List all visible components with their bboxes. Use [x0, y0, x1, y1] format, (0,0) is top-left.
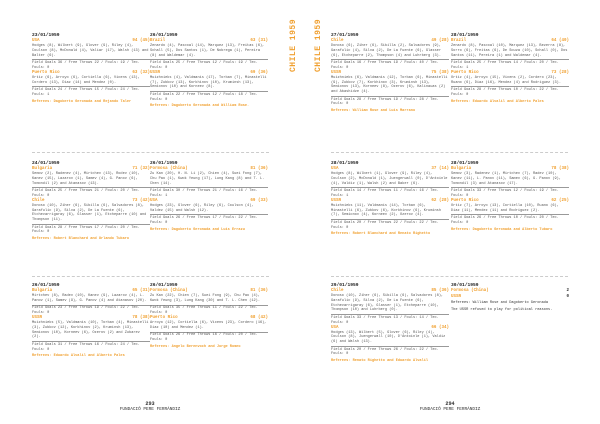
team-score: 73 (42) [132, 199, 150, 204]
player-roster: Arroyo (12), Cortiella (6), Vicens (23), Cordero (16), Diaz (10) and Mendez (1). [150, 321, 267, 330]
team-score: 65 (31) [132, 289, 150, 294]
team-score: 37 (14) [431, 167, 449, 172]
game-date: 30/01/1959 [451, 283, 479, 288]
team-name: USSR [32, 316, 43, 321]
row-separator [32, 276, 269, 277]
team-name: Formosa (China) [451, 289, 489, 294]
team-stats: Field Goals 14 / Free Throws 11 / Fouls: 16 / Tec. Fouls: 1 [331, 187, 449, 198]
team-stats: Field Goals 23 / Free Throws 19 / Fouls: 22 / Tec. Fouls: 0 [32, 305, 150, 316]
game-card [451, 284, 569, 313]
team-name: Bulgaria [451, 167, 472, 172]
team-score: 73 (28) [551, 71, 569, 76]
team-name: USA [32, 39, 40, 44]
team-score: 85 (36) [431, 289, 449, 294]
team-stats: Field Goals 33 / Free Throws 12 / Fouls: 19 / Tec. Fouls: 0 [451, 187, 569, 198]
team-stats: Field Goals 33 / Free Throws 13 / Fouls: 14 / Tec. Fouls: 0 [331, 314, 449, 325]
game-card [32, 34, 150, 104]
team-score: 66 (34) [431, 325, 449, 330]
team-name: Bulgaria [32, 167, 53, 172]
team-name: Puerto Rico [451, 71, 479, 76]
team-stats: Field Goals 20 / Free Throws 22 / Fouls: 22 / Tec. Fouls: 0 [331, 219, 449, 230]
referees: Referees: William Rose and Luis Marrano [331, 109, 416, 114]
team-score: 69 (36) [250, 71, 268, 76]
team-name: USA [150, 199, 158, 204]
team-score: 78 (38) [132, 316, 150, 321]
team-stats: Field Goals 25 / Free Throws 21 / Fouls: 20 / Tec. Fouls: 0 [32, 187, 150, 198]
team-score: 69 (33) [250, 199, 268, 204]
player-roster: Muizhnieks (4), Valdmanis (17), Torban (7), Minastelli (7), Zubkov (13), Korkhinov (10), Kruminsh (13), Semionov (10) and Korneev (8). [150, 75, 267, 90]
team-name: Puerto Rico [451, 199, 479, 204]
team-score: 62 (25) [551, 199, 569, 204]
player-roster: Muizhnieks (6), Valdmanis (12), Torban (6), Minastelli (9), Zubkov (7), Korkhinov (3), Kruminsh (13), Semionov (13), Korneev (8), Ozerov (6), Kalinauas (2) and Abashidze (4). [331, 75, 448, 95]
team-name: USA [331, 167, 339, 172]
team-name: Formosa (China) [150, 289, 188, 294]
team-score: 0 [566, 294, 569, 299]
team-score: 63 (32) [132, 71, 150, 76]
game-card [451, 162, 569, 232]
team-name: Brazil [451, 39, 467, 44]
referees: Referees: Dagoberto Geronada and William Rose. [150, 104, 250, 109]
game-card [32, 162, 150, 242]
game-card [150, 284, 268, 350]
referees: Referees: William Rose and Dagoberto Geronada [451, 301, 549, 306]
row-separator [331, 152, 568, 153]
team-stats: Field Goals 36 / Free Throws 22 / Fouls: 19 / Tec. Fouls: 0 [32, 59, 150, 70]
team-name: USSR [150, 71, 161, 76]
team-score: 81 (36) [250, 167, 268, 172]
team-stats: Field Goals 28 / Free Throws 19 / Fouls: 28 / Tec. Fouls: 0 [331, 96, 449, 107]
team-stats: Field Goals 25 / Free Throws 14 / Fouls: 20 / Tec. Fouls: 1 [451, 59, 569, 70]
player-roster: Ortiz (7), Arroyo (13), Cortiella (10), Ruano (6), Diaz (11), Mendez (11) and Rodriguez (2). [451, 203, 559, 213]
team-stats: Field Goals 25 / Free Throws 12 / Fouls: 19 / Tec. Fouls: 0 [150, 59, 268, 70]
referees: Referees: Renato Righetto and Eduardo Alvalil [331, 359, 429, 364]
player-roster: Muizhnieks (5), Valdmanis (10), Torban (4), Minastelli (3), Zubkov (12), Korkhinov (2), Kruminsh (13), Semionov (10), Korneev (6), Ozerov (2) and Zubarev (2). [32, 321, 149, 340]
player-roster: Donoso (6), Ziher (6), Sibilla (2), Salvadores (9), Garafulic (4), Silva (2), De La Fuente (6), Glasser (6), Etcheparre (2), Thompson (4) and Luhrberg (3). [331, 44, 441, 58]
page-number: 294 [445, 401, 455, 407]
referees: Referees: Dagoberto Geronada and Rejando Taler [32, 99, 132, 104]
referees: Referees: Dagoberto Geronada and Luis Errazu [150, 227, 245, 232]
team-score: 94 (45) [132, 39, 150, 44]
game-card [150, 34, 268, 109]
player-roster: Zenardo (8), Pascoal (10), Marquez (13), Bezerra (8), Sorro (6), Freitas (6), De Souza (10), Schall (0), Dos Santos (11), Pereira (1) and Waldemar (4). [451, 44, 568, 58]
game-date: 26/01/1959 [150, 33, 178, 38]
game-date: 26/01/1959 [32, 283, 60, 288]
game-card [331, 162, 449, 237]
referees: Referees: Eduardo Alvalil and Alberto Pales [32, 354, 125, 359]
team-score: 78 (38) [551, 167, 569, 172]
team-name: Puerto Rico [32, 71, 60, 76]
team-name: Bulgaria [32, 289, 53, 294]
team-line [451, 289, 569, 294]
player-roster: Hodges (13), Wilbert (5), Glover (6), Riley (4), Coulson (8), Juengerwall (10), D'Antoinle (1), Valdiz (6) and Walsh (13). [331, 330, 446, 345]
team-score: 62 (28) [431, 199, 449, 204]
game-date: 24/01/1959 [32, 161, 60, 166]
game-date: 27/01/1959 [331, 33, 359, 38]
row-separator [331, 276, 568, 277]
team-name: Chile [331, 39, 344, 44]
team-stats: Field Goals 24 / Free Throws 15 / Fouls: 24 / Tec. Fouls: 1 [32, 86, 150, 97]
player-roster: Muizhnieks (11), Valdmanis (14), Torban (6), Minastelli (6), Zubkov (6), Korkhinov (6), Kruminsh (7), Semionov (4), Korneev (2), Ozerov (4). [331, 203, 441, 218]
player-roster: Ortiz (4), Arroyo (15), Vicens (2), Cordero (23), Ruano (6), Diaz (16), Mendez (4) and Rodriguez (3). [451, 75, 561, 85]
team-stats: Field Goals 28 / Free Throws 17 / Fouls: 20 / Tec. Fouls: 0 [32, 224, 150, 235]
referees: Referees: Angelo Berenvoch and Jorge Romeo [150, 344, 241, 349]
player-roster: Zenardo (4), Pascoal (14), Marquez (13), Freitas (6), Schall (5), Dos Santos (1), De Nobrega (1), Pereira (8) and Waldemar (4). [150, 44, 265, 58]
team-name: USA [331, 325, 339, 330]
vertical-title: CHILE 1959 [314, 18, 323, 72]
team-line [451, 295, 569, 300]
team-score: 49 (28) [431, 39, 449, 44]
player-roster: Ortiz (6), Arroyo (6), Cortiella (6), Vicens (13), Cordero (13), Diaz (14) and Mendez (0). [32, 75, 140, 85]
game-date: 29/01/1959 [331, 283, 359, 288]
team-score: 2 [566, 289, 569, 294]
player-roster: Hodges (23), Glover (6), Riley (6), Coulson (4), Valdez (15) and Walsh (12). [150, 203, 254, 213]
team-stats: Field Goals 26 / Free Throws 16 / Fouls: 20 / Tec. Fouls: 0 [150, 332, 268, 343]
game-date: 28/01/1959 [451, 161, 479, 166]
game-card [331, 284, 449, 364]
player-roster: Zu Kan (20), H. N. Li (2), Chien (4), Suei Fong (7), Chu Pao (1), Kwok Yeung (17), Lung Kang (8) and T. L. Chen (14). [150, 172, 265, 186]
team-score: 68 (42) [250, 316, 268, 321]
team-name: USSR [331, 71, 342, 76]
game-date: 26/01/1959 [150, 161, 178, 166]
forfeit-note: The USSR refused to play for political reasons. [451, 308, 553, 313]
referees: Referees: Robert Blanchard and Renato Righetto [331, 232, 431, 237]
team-score: 63 (31) [250, 39, 268, 44]
game-date: 28/01/1959 [451, 33, 479, 38]
player-roster: Mirtchev (8), Radev (10), Kanev (9), Lazarov (4), L. Panov (1), Samev (9), G. Panov (4) and Atanasov (20). [32, 294, 147, 303]
team-score: 75 (38) [431, 71, 449, 76]
team-name: USSR [451, 294, 462, 299]
team-name: USSR [331, 199, 342, 204]
game-card [150, 162, 268, 232]
page-number: 293 [145, 401, 155, 407]
player-roster: Hodges (8), Wilbert (9), Glover (9), Riley (4), Coulson (8), McDonald (4), Valiar (17), Walsh (13) and Balter (6). [32, 44, 149, 58]
referees: Referees: Robert Blanchard and Orlando Tubaro [32, 237, 130, 242]
page-footer [300, 401, 600, 412]
game-date: 26/01/1959 [150, 283, 178, 288]
team-stats: Field Goals 30 / Free Throws 21 / Fouls: 16 / Tec. Fouls: 1 [150, 187, 268, 198]
game-card [32, 284, 150, 359]
row-separator [32, 152, 269, 153]
team-name: Brazil [150, 39, 166, 44]
player-roster: Hodges (8), Wilbert (1), Glover (9), Riley (4), Coulson (2), McDonald (1), Juengerwall (0), D'Antoinle (4), Valdiz (1), Walsh (2) and Baker (6). [331, 172, 448, 186]
game-date: 28/01/1959 [331, 161, 359, 166]
team-stats: Field Goals 20 / Free Throws 26 / Fouls: 22 / Tec. Fouls: 0 [331, 346, 449, 357]
team-name: Puerto Rico [150, 316, 178, 321]
team-name: Chile [32, 199, 45, 204]
player-roster: Zu Kan (22), Chien (7), Suei Fong (9), Chu Pao (4), Kwok Yeung (3), Lung Kang (30) and T. L. Chen (12). [150, 294, 260, 303]
team-stats: Field Goals 31 / Free Throws 16 / Fouls: 24 / Tec. Fouls: 0 [32, 341, 150, 352]
player-roster: Semov (2), Radenev (4), Mirtchev (13), Rodev (10), Kanev (15), Lazarov (1), Samev (4), G. Panov (6), Tomondil (2) and Atanasov (13). [32, 172, 140, 186]
referees: Referees: Dagoberto Geronada and Alberto Tubaro [451, 227, 553, 232]
team-stats: Field Goals 28 / Free Throws 10 / Fouls: 22 / Tec. Fouls: 0 [451, 86, 569, 97]
team-score: 71 (32) [132, 167, 150, 172]
team-stats: Field Goals 22 / Free Throws 12 / Fouls: 18 / Tec. Fouls: 0 [150, 91, 268, 102]
vertical-title: CHILE 1959 [289, 18, 298, 72]
team-stats: Field Goals 35 / Free Throws 11 / Fouls: 22 / Tec. Fouls: 0 [150, 305, 268, 316]
footer-credit: FUNDACIÓ PERE FERRÁNDIZ [119, 407, 181, 412]
team-stats: Field Goals 26 / Free Throws 17 / Fouls: 22 / Tec. Fouls: 0 [150, 214, 268, 225]
referees: Referees: Eduardo Alvalil and Alberto Pales [451, 99, 544, 104]
team-score: 81 (36) [250, 289, 268, 294]
game-card [451, 34, 569, 104]
team-stats: Field Goals 16 / Free Throws 19 / Fouls: 40 / Tec. Fouls: 0 [331, 59, 449, 70]
team-score: 64 (40) [551, 39, 569, 44]
player-roster: Semov (3), Radenev (1), Mirtchev (7), Radev (10), Kanev (11), L. Panov (11), Samev (6), G. Panov (9), Tomondil (3) and Atanasov (17). [451, 172, 561, 186]
team-name: Chile [331, 289, 344, 294]
team-stats: Field Goals 26 / Free Throws 10 / Fouls: 20 / Tec. Fouls: 0 [451, 214, 569, 225]
right-page [300, 0, 600, 424]
game-card [331, 34, 449, 114]
team-name: Formosa (China) [150, 167, 188, 172]
footer-credit: FUNDACIÓ PERE FERRÁNDIZ [419, 407, 481, 412]
player-roster: Donoso (10), Ziher (6), Sibilla (6), Salvadores (8), Garafulic (9), Silva (2), De La Fuente (6), Etchevarrigaray (6), Glasser (1), Etcheparre (10) and Thompson (11). [32, 203, 147, 223]
game-date: 23/01/1959 [32, 33, 60, 38]
player-roster: Donoso (10), Ziher (6), Sibilla (6), Salvadores (8), Garafulic (9), Silva (2), De La Fuente (6), Etchevarrigaray (6), Glasser (1), Etcheparre (10), Thompson (10) and Luhrberg (0). [331, 294, 444, 313]
page-footer [0, 401, 300, 412]
